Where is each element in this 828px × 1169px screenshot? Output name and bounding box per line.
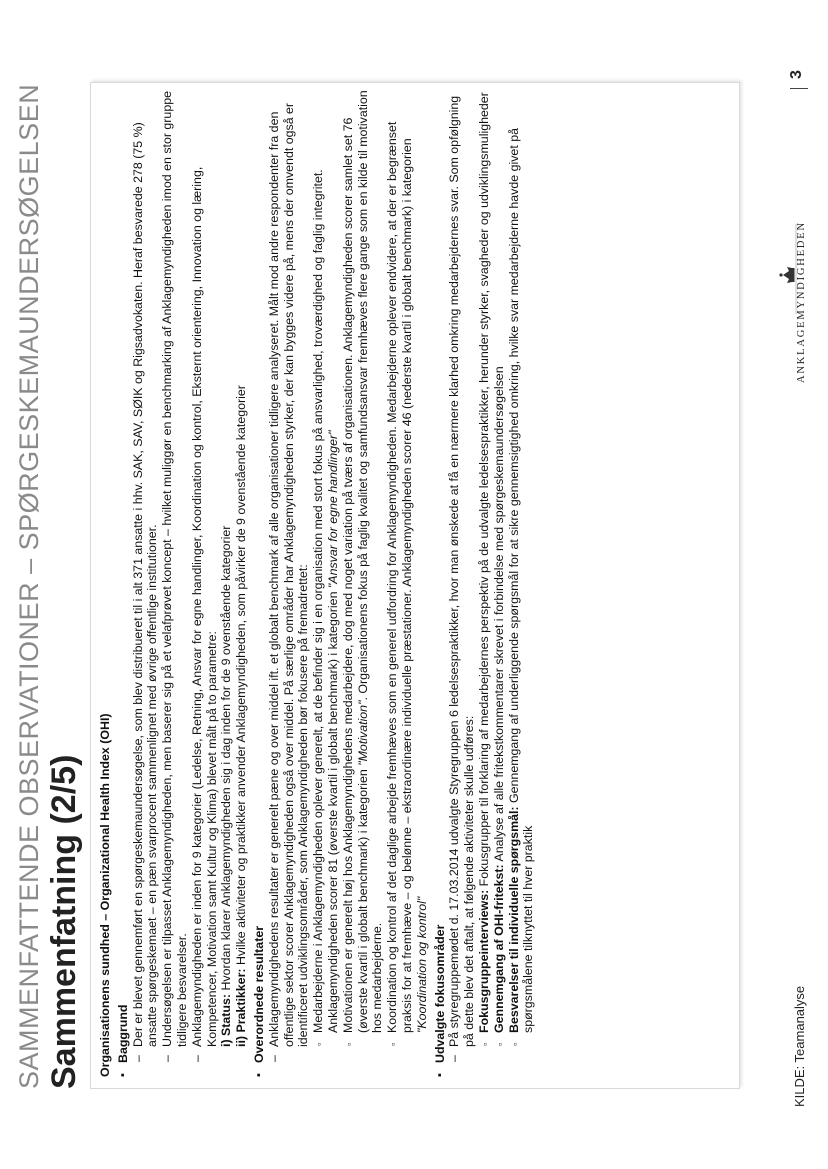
page-number: 3	[788, 70, 805, 79]
fokus-subitem: ▫ Gennemgang af OHI-fritekst: Analyse af alle fritekstkommentarer skrevet i forbindelse med spørgeskemaundersøgelsen	[491, 366, 506, 1046]
fokus-subitem: ▫ Fokusgruppeinterviews: Fokusgrupper til forklaring af medarbejdernes perspektiv på de udvalgte ledelsespraktikker, herunder styrker, svagheder og udviklingsmuligheder	[476, 92, 491, 1046]
resultater-subitem: ▫ Medarbejderne i Anklagemyndigheden oplever generelt, at de befinder sig i en organisation med stort fokus på ansvarlighed, troværdighed og faglig integritet. Anklagemyndigheden scorer 81 (øverste kvartil i globalt benchmark) i kategorien "Ansvar for egne handlinger"	[311, 169, 340, 1046]
resultater-item: – Anklagemyndighedens resultater er generelt pæne og over middel ift. et globalt benchmark af alle organisationer tidligere analyseret. Målt mod andre respondenter fra den offentlige sektor scorer Anklagemyndigheden også over middel. På særlige områder har Anklagemyndigheden styrker, der kan bygges videre på, mens der omvendt også er identificeret udviklingsområder, som Anklagemyndigheden bør fokusere på fremadrettet:	[266, 102, 311, 1062]
fokus-item: – På styregruppemødet d. 17.03.2014 udvalgte Styregruppen 6 ledelsespraktikker, hvor man ønskede at få en nærmere klarhed omkring medarbejdernes svar. Som opfølgning på dette blev det aftalt, at følgende aktiviteter skulle udføres:	[447, 95, 477, 1062]
baggrund-item: – Undersøgelsen er tilpasset Anklagemyndigheden, men baserer sig på et velafprøvet koncept – hvilket muliggør en benchmarking af Anklagemyndigheden imod en stor gruppe tidligere besvarelser.	[160, 91, 189, 1062]
resultater-heading: ▪ Overordnede resultater	[252, 87, 267, 1077]
crown-logo-icon	[758, 129, 828, 349]
source-note: KILDE: Teamanalyse	[792, 985, 807, 1107]
ohi-heading: Organisationens sundhed – Organizational Health Index (OHI)	[98, 713, 112, 1077]
section-subtitle: SAMMENFATTENDE OBSERVATIONER – SPØRGESKEMAUNDERSØGELSEN	[14, 83, 44, 1089]
resultater-subitem: ▫ Motivationen er generelt høj hos Anklagemyndighedens medarbejdere, dog med noget variation på tværs af organisationen. Anklagemyndigheden scorer samlet set 76 (øverste kvartil i globalt benchmark) i kategorien "Motivation". Organisationens fokus på faglig kvalitet og samfundsansvar fremhæves flere gange som en kilde til motivation hos medarbejderne.	[340, 90, 385, 1046]
page-title: Sammenfatning (2/5)	[45, 754, 83, 1089]
logo-wordmark: ANKLAGEMYNDIGHEDEN	[796, 221, 807, 383]
baggrund-heading: ▪ Baggrund	[116, 87, 131, 1077]
resultater-subitem: ▫ Koordination og kontrol af det daglige arbejde fremhæves som en generel udfordring for Anklagemyndigheden. Medarbejderne oplever endvidere, at der er begrænset praksis for at fremhæve – og belønne – ekstraordinære individuelle præstationer. Anklagemyndigheden scorer 46 (nederste kvartil i globalt benchmark) i kategorien "Koordination og kontrol"	[385, 121, 429, 1046]
page-separator	[790, 88, 808, 89]
baggrund-item: – Anklagemyndigheden er inden for 9 kategorier (Ledelse, Retning, Ansvar for egne handlinger, Koordination og kontrol, Eksternt orientering, Innovation og læring, Kompetencer, Motivation samt Kultur og Klima) blevet målt på to parametre: i) Status: Hvordan klarer Anklagemyndigheden sig i dag inden for de 9 ovenstående kategorier ii) Praktikker: Hvilke aktiviteter og praktikker anvender Anklagemyndigheden, som påvirker de 9 ovenstående kategorier	[189, 166, 249, 1062]
fokus-heading: ▪ Udvalgte fokusområder	[433, 87, 448, 1077]
baggrund-item: – Der er blevet gennemført en spørgeskemaundersøgelse, som blev distribueret til i alt 371 ansatte i hhv. SAK, SAV, SØIK og Rigsadvokaten. Heraf besvarede 278 (75 %) ansatte spørgeskemaet – en pæn svarprocent sammenlignet med øvrige offentlige institutioner.	[130, 122, 160, 1062]
fokus-subitem: ▫ Besvarelser til individuelle spørgsmål: Gennemgang af underliggende spørgsmål for at sikre gennemsigtighed omkring, hvilke svar medarbejderne havde givet på spørgsmålene tilknyttet til hver praktik	[506, 128, 536, 1046]
content-body	[98, 87, 536, 1077]
